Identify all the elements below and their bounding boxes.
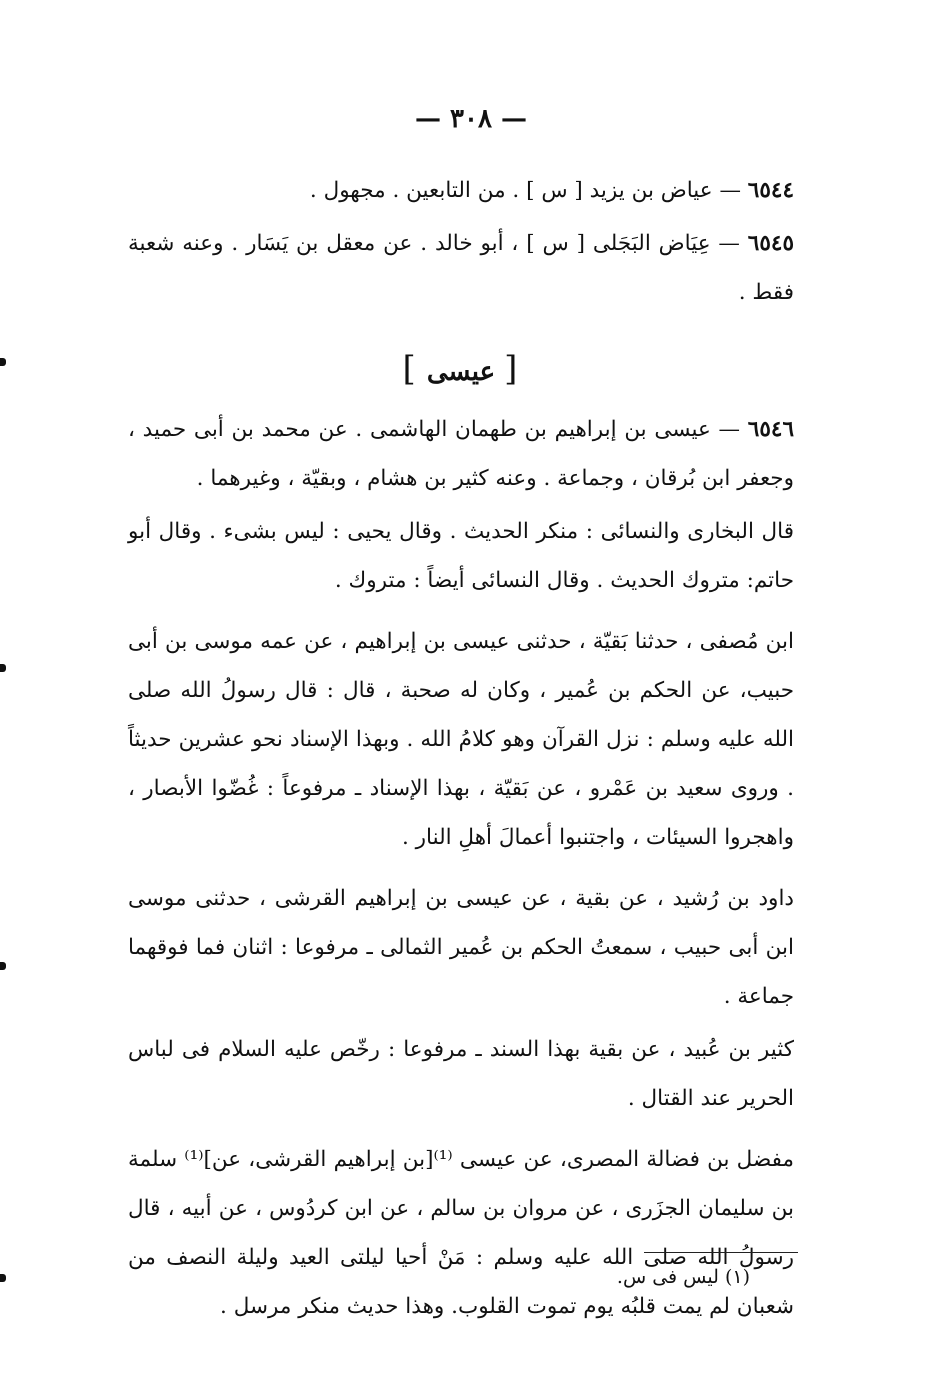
entry-number: ٦٥٤٥ [747,231,794,256]
entry-number: ٦٥٤٦ [747,417,794,442]
scan-edge-mark [0,1274,6,1282]
entry-6545 [128,219,794,317]
paragraph-hadith-3: كثير بن عُبيد ، عن بقية بهذا السند ـ مرفوعا : رخّص عليه السلام فى لباس الحرير عند القتال . [128,1037,794,1111]
footnote: (١) ليس فى س. [616,1266,750,1288]
entry-number: ٦٥٤٤ [747,178,794,203]
paragraph-hadith-4: مفضل بن فضالة المصرى، عن عيسى ⁽¹⁾[بن إبراهيم القرشى، عن]⁽¹⁾ سلمة بن سليمان الجزَرى ، عن مروان بن سالم ، عن ابن كردُوس ، عن أبيه ، قال رسولُ الله صلى الله عليه وسلم : مَنْ أحيا ليلتى العيد وليلة النصف من شعبان لم يمت قلبُه يوم تموت القلوب. وهذا حديث منكر مرسل . [128,1147,794,1319]
entry-6544 [128,166,794,215]
entry-text: — عيسى بن إبراهيم بن طهمان الهاشمى . عن محمد بن أبى حميد ، وجعفر ابن بُرقان ، وجماعة . وعنه كثير بن هشام ، وبقيّة ، وغيرهما . [128,417,794,491]
scan-edge-mark [0,962,6,970]
page-number: — ٣٠٨ — [414,104,528,134]
entry-text: — عِيَاض البَجَلى [ س ] ، أبو خالد . عن معقل بن يَسَار . وعنه شعبة فقط . [128,231,794,305]
section-heading: [ عيسى ] [402,349,520,389]
page-body [128,166,794,1331]
footnote-divider [644,1252,798,1253]
entry-6546 [128,405,794,503]
paragraph-hadith-1: ابن مُصفى ، حدثنا بَقيّة ، حدثنى عيسى بن إبراهيم ، عن عمه موسى بن أبى حبيب، عن الحكم بن عُمير ، وكان له صحبة ، قال : قال رسولُ الله صلى الله عليه وسلم : نزل القرآن وهو كلامُ الله . وبهذا الإسناد نحو عشرين حديثاً . وروى سعيد بن عَمْرو ، عن بَقيّة ، بهذا الإسناد ـ مرفوعاً : غُضّوا الأبصار ، واهجروا السيئات ، واجتنبوا أعمالَ أهلِ النار . [128,629,794,850]
paragraph-hadith-2: داود بن رُشيد ، عن بقية ، عن عيسى بن إبراهيم القرشى ، حدثنى موسى ابن أبى حبيب ، سمعتُ الحكم بن عُمير الثمالى ـ مرفوعا : اثنان فما فوقهما جماعة . [128,886,794,1009]
scan-edge-mark [0,664,6,672]
scan-edge-mark [0,358,6,366]
section-heading-text: عيسى [426,357,496,387]
paragraph-critics: قال البخارى والنسائى : منكر الحديث . وقال يحيى : ليس بشىء . وقال أبو حاتم: متروك الحديث . وقال النسائى أيضاً : متروك . [128,519,794,593]
entry-text: — عياض بن يزيد [ س ] . من التابعين . مجهول . [309,178,748,203]
